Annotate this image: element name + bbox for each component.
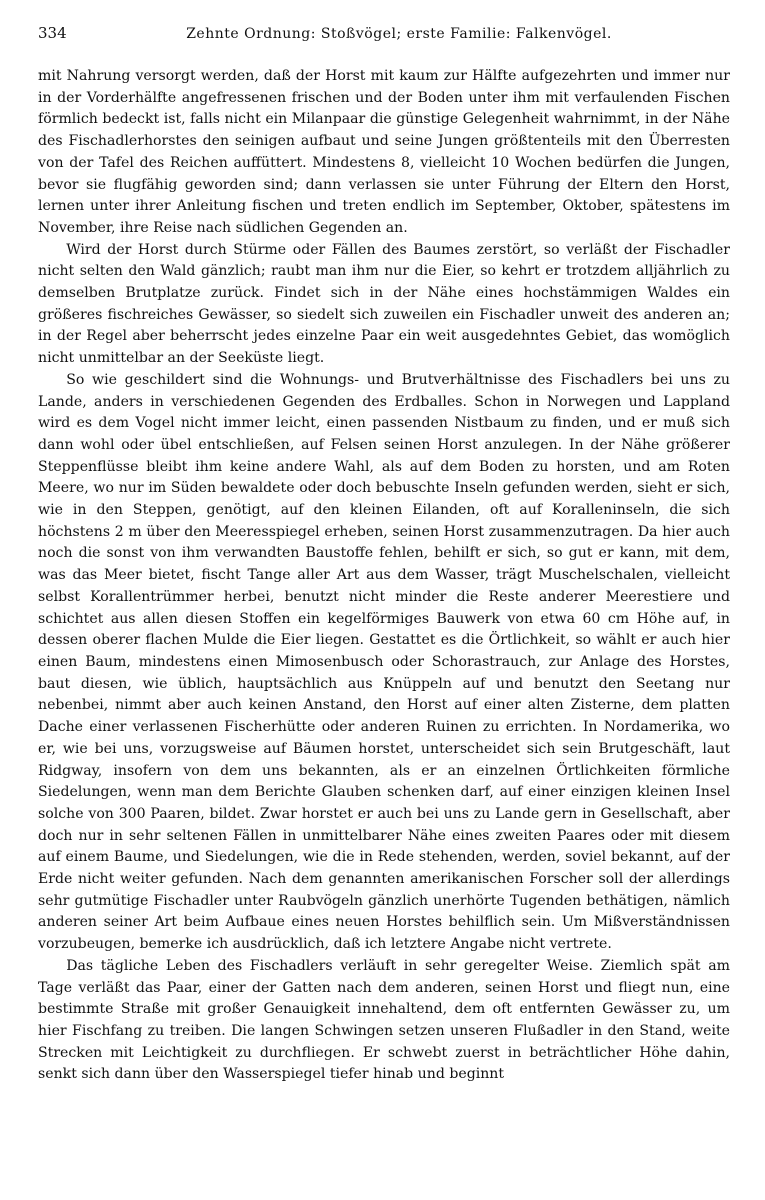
paragraph: So wie geschildert sind die Wohnungs- und Brutverhältnisse des Fischadlers bei uns zu Lande, anders in verschiedenen Gegenden des Erdballes. Schon in Norwegen und Lappland wird es dem Vogel nicht immer leicht, einen passenden Nistbaum zu finden, und er muß sich dann wohl oder übel entschließen, auf Felsen seinen Horst anzulegen. In der Nähe größerer Steppenflüsse bleibt ihm keine andere Wahl, als auf dem Boden zu horsten, und am Roten Meere, wo nur im Süden bewaldete oder doch bebuschte Inseln gefunden werden, sieht er sich, wie in den Steppen, genötigt, auf den kleinen Eilanden, oft auf Koralleninseln, die sich höchstens 2 m über den Meeresspiegel erheben, seinen Horst zusammenzutragen. Da hier auch noch die sonst von ihm verwandten Baustoffe fehlen, behilft er sich, so gut er kann, mit dem, was das Meer bietet, fischt Tange aller Art aus dem Wasser, trägt Muschelschalen, vielleicht selbst Korallentrümmer herbei, benutzt nicht minder die Reste anderer Meerestiere und schichtet aus allen diesen Stoffen ein kegelförmiges Bauwerk von etwa 60 cm Höhe auf, in dessen oberer flachen Mulde die Eier liegen. Gestattet es die Örtlichkeit, so wählt er auch hier einen Baum, mindestens einen Mimosenbusch oder Schorastrauch, zur Anlage des Horstes, baut diesen, wie üblich, hauptsächlich aus Knüppeln auf und benutzt den Seetang nur nebenbei, nimmt aber auch keinen Anstand, den Horst auf einer alten Zisterne, dem platten Dache einer verlassenen Fischerhütte oder anderen Ruinen zu errichten. In Nordamerika, wo er, wie bei uns, vorzugsweise auf Bäumen horstet, unterscheidet sich sein Brutgeschäft, laut Ridgway, insofern von dem uns bekannten, als er an einzelnen Örtlichkeiten förmliche Siedelungen, wenn man dem Berichte Glauben schenken darf, auf einer einzigen kleinen Insel solche von 300 Paaren, bildet. Zwar horstet er auch bei uns zu Lande gern in Gesellschaft, aber doch nur in sehr seltenen Fällen in unmittelbarer Nähe eines zweiten Paares oder mit diesem auf einem Baume, und Siedelungen, wie die in Rede stehenden, werden, soviel bekannt, auf der Erde nicht weiter gefunden. Nach dem genannten amerikanischen Forscher soll der allerdings sehr gutmütige Fischadler unter Raubvögeln gänzlich unerhörte Tugenden bethätigen, nämlich anderen seiner Art beim Aufbaue eines neuen Horstes behilflich sein. Um Mißverständnissen vorzubeugen, bemerke ich ausdrücklich, daß ich letztere Angabe nicht vertrete. (38, 371, 730, 953)
page-header (38, 24, 730, 54)
page-number: 334 (38, 24, 67, 42)
body-text (38, 66, 730, 1086)
running-head: Zehnte Ordnung: Stoßvögel; erste Familie: Falkenvögel. (186, 26, 612, 42)
paragraph: mit Nahrung versorgt werden, daß der Horst mit kaum zur Hälfte aufgezehrten und immer nur in der Vorderhälfte angefressenen frischen und der Boden unter ihm mit verfaulenden Fischen förmlich bedeckt ist, falls nicht ein Milanpaar die günstige Gelegenheit wahrnimmt, in der Nähe des Fischadlerhorstes den seinigen aufbaut und seine Jungen größtenteils mit den Überresten von der Tafel des Reichen auffüttert. Mindestens 8, vielleicht 10 Wochen bedürfen die Jungen, bevor sie flugfähig geworden sind; dann verlassen sie unter Führung der Eltern den Horst, lernen unter ihrer Anleitung fischen und treten endlich im September, Oktober, spätestens im November, ihre Reise nach südlichen Gegenden an. (38, 68, 730, 236)
paragraph: Das tägliche Leben des Fischadlers verläuft in sehr geregelter Weise. Ziemlich spät am Tage verläßt das Paar, einer der Gatten nach dem anderen, seinen Horst und fliegt nun, eine bestimmte Straße mit großer Genauigkeit innehaltend, dem oft entfernten Gewässer zu, um hier Fischfang zu treiben. Die langen Schwingen setzen unseren Flußadler in den Stand, weite Strecken mit Leichtigkeit zu durchfliegen. Er schwebt zuerst in beträchtlicher Höhe dahin, senkt sich dann über den Wasserspiegel tiefer hinab und beginnt (38, 957, 730, 1083)
paragraph: Wird der Horst durch Stürme oder Fällen des Baumes zerstört, so verläßt der Fischadler nicht selten den Wald gänzlich; raubt man ihm nur die Eier, so kehrt er trotzdem alljährlich zu demselben Brutplatze zurück. Findet sich in der Nähe eines hochstämmigen Waldes ein größeres fischreiches Gewässer, so siedelt sich zuweilen ein Fischadler unweit des anderen an; in der Regel aber beherrscht jedes einzelne Paar ein weit ausgedehntes Gebiet, das womöglich nicht unmittelbar an der Seeküste liegt. (38, 241, 730, 367)
